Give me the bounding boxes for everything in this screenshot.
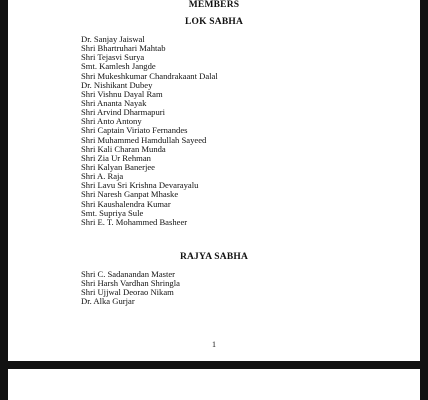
member-name: Shri Harsh Vardhan Shringla bbox=[81, 278, 180, 289]
member-name: Dr. Alka Gurjar bbox=[81, 296, 135, 307]
member-name: Shri C. Sadanandan Master bbox=[81, 269, 176, 279]
member-name: Shri Arvind Dharmapuri bbox=[81, 107, 166, 118]
member-name: Shri Kalyan Banerjee bbox=[81, 161, 155, 172]
member-name: Dr. Nishikant Dubey bbox=[81, 79, 153, 90]
members-heading: MEMBERS bbox=[188, 0, 240, 10]
next-document-page bbox=[8, 369, 420, 400]
lok-sabha-heading: LOK SABHA bbox=[184, 17, 244, 27]
member-name: Shri Lavu Sri Krishna Devarayalu bbox=[81, 180, 199, 191]
member-name: Shri E. T. Mohammed Basheer bbox=[81, 216, 188, 227]
member-name: Shri A. Raja bbox=[81, 171, 124, 182]
member-name: Shri Mukeshkumar Chandrakaant Dalal bbox=[81, 70, 218, 81]
member-name: Shri Ananta Nayak bbox=[81, 97, 147, 108]
member-name: Shri Captain Viriato Fernandes bbox=[81, 125, 188, 136]
page-number: 1 bbox=[212, 340, 216, 349]
member-name: Dr. Sanjay Jaiswal bbox=[81, 34, 145, 44]
member-name: Smt. Supriya Sule bbox=[81, 207, 144, 218]
member-name: Shri Kaushalendra Kumar bbox=[81, 198, 171, 209]
member-name: Shri Ujjwal Deorao Nikam bbox=[81, 287, 174, 298]
member-name: Shri Tejasvi Surya bbox=[81, 52, 145, 63]
member-name: Shri Naresh Ganpat Mhaske bbox=[81, 189, 179, 200]
document-page bbox=[8, 0, 420, 361]
member-name: Smt. Kamlesh Jangde bbox=[81, 61, 156, 72]
member-name: Shri Kali Charan Munda bbox=[81, 143, 166, 154]
rajya-sabha-heading: RAJYA SABHA bbox=[179, 252, 249, 262]
member-name: Shri Vishnu Dayal Ram bbox=[81, 88, 163, 99]
member-name: Shri Zia Ur Rehman bbox=[81, 152, 151, 163]
member-name: Shri Bhartruhari Mahtab bbox=[81, 43, 166, 54]
member-name: Shri Muhammed Hamdullah Sayeed bbox=[81, 134, 207, 145]
member-name: Shri Anto Antony bbox=[81, 116, 142, 127]
